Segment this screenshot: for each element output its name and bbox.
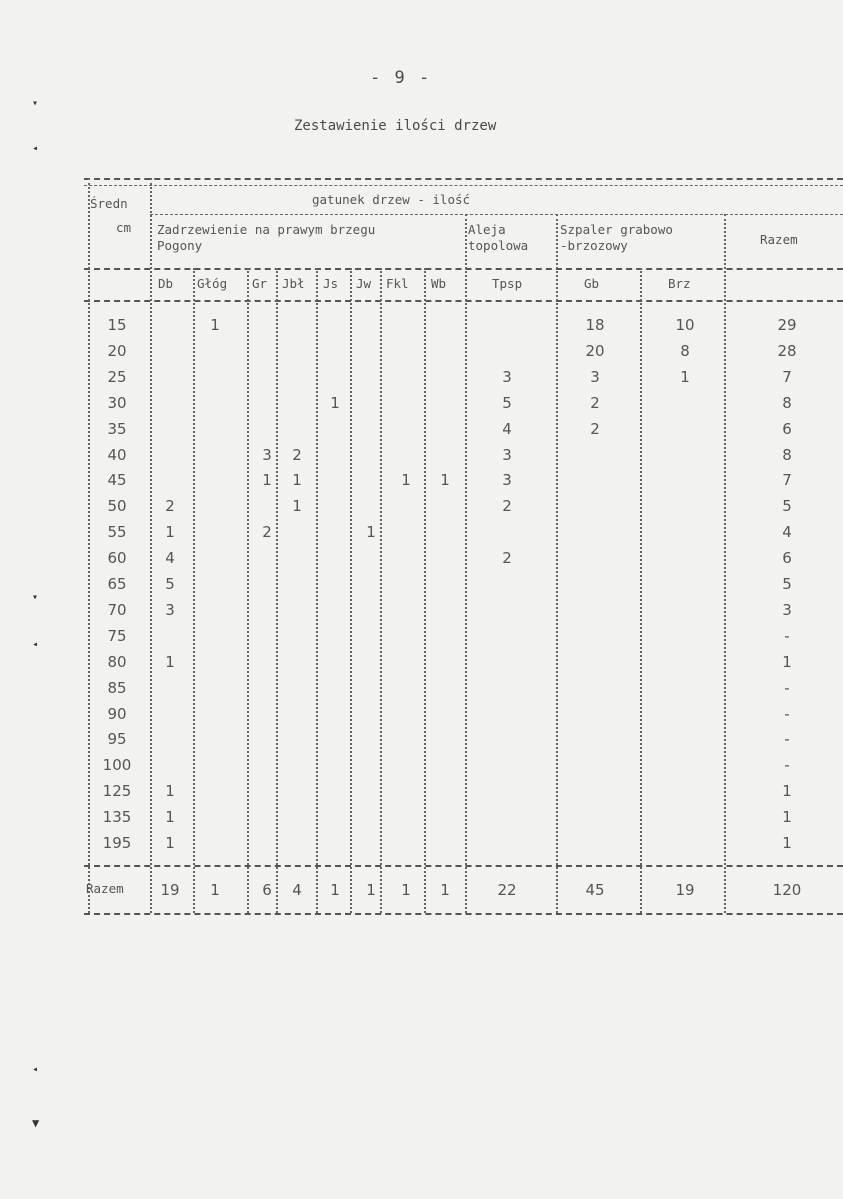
- razem-header: Razem: [760, 232, 798, 247]
- tpsp-cell: 2: [502, 549, 512, 567]
- razem-cell: -: [784, 730, 790, 748]
- column-header-jbl: Jbł: [282, 276, 305, 291]
- razem-cell: 5: [782, 575, 792, 593]
- column-divider: [724, 214, 726, 913]
- group-header-rule: [150, 214, 843, 215]
- column-header-glog: Głóg: [197, 276, 228, 291]
- total-js: 1: [330, 881, 340, 899]
- diameter-cell: 25: [107, 368, 127, 386]
- db-cell: 4: [165, 549, 175, 567]
- razem-cell: 6: [782, 549, 792, 567]
- diameter-cell: 100: [102, 756, 132, 774]
- diameter-cell: 45: [107, 471, 127, 489]
- brz-cell: 8: [680, 342, 690, 360]
- jbl-cell: 1: [292, 471, 302, 489]
- diameter-cell: 35: [107, 420, 127, 438]
- diameter-cell: 15: [107, 316, 127, 334]
- column-divider: [150, 178, 152, 913]
- razem-cell: 7: [782, 471, 792, 489]
- column-header-rule: [84, 268, 843, 270]
- column-divider: [424, 268, 426, 913]
- column-header-gb: Gb: [584, 276, 600, 291]
- razem-cell: -: [784, 627, 790, 645]
- column-header-gr: Gr: [252, 276, 268, 291]
- gr-cell: 1: [262, 471, 272, 489]
- total-tpsp: 22: [497, 881, 517, 899]
- razem-cell: 28: [777, 342, 797, 360]
- szpaler-header-line2: -brzozowy: [560, 238, 628, 253]
- table-top-rule: [84, 185, 843, 186]
- db-cell: 2: [165, 497, 175, 515]
- db-cell: 1: [165, 523, 175, 541]
- diameter-cell: 125: [102, 782, 132, 800]
- razem-cell: -: [784, 679, 790, 697]
- tpsp-cell: 3: [502, 471, 512, 489]
- gb-cell: 2: [590, 394, 600, 412]
- margin-mark: ◂: [32, 1064, 39, 1075]
- diameter-header: Średn: [90, 196, 128, 211]
- diameter-cell: 20: [107, 342, 127, 360]
- diameter-cell: 70: [107, 601, 127, 619]
- total-brz: 19: [675, 881, 695, 899]
- total-jbl: 4: [292, 881, 302, 899]
- column-divider: [316, 268, 318, 913]
- diameter-cell: 135: [102, 808, 132, 826]
- gb-cell: 2: [590, 420, 600, 438]
- column-header-js: Js: [323, 276, 339, 291]
- gb-cell: 20: [585, 342, 605, 360]
- margin-mark: ◂: [32, 143, 39, 154]
- jbl-cell: 1: [292, 497, 302, 515]
- gb-cell: 3: [590, 368, 600, 386]
- column-divider: [556, 214, 558, 913]
- column-header-bottom-rule: [84, 300, 843, 302]
- gb-cell: 18: [585, 316, 605, 334]
- diameter-cell: 60: [107, 549, 127, 567]
- column-header-tpsp: Tpsp: [492, 276, 523, 291]
- razem-cell: 5: [782, 497, 792, 515]
- diameter-unit-header: cm: [116, 220, 132, 235]
- db-cell: 1: [165, 808, 175, 826]
- total-top-rule: [84, 865, 843, 867]
- document-title: Zestawienie ilości drzew: [294, 118, 497, 134]
- margin-mark: ▾: [32, 98, 39, 109]
- tpsp-cell: 5: [502, 394, 512, 412]
- razem-cell: -: [784, 756, 790, 774]
- razem-cell: 1: [782, 808, 792, 826]
- razem-cell: 6: [782, 420, 792, 438]
- jbl-cell: 2: [292, 446, 302, 464]
- gr-cell: 2: [262, 523, 272, 541]
- diameter-cell: 50: [107, 497, 127, 515]
- js-cell: 1: [330, 394, 340, 412]
- diameter-cell: 75: [107, 627, 127, 645]
- column-divider: [350, 268, 352, 913]
- species-group-header: gatunek drzew - ilość: [312, 192, 471, 207]
- table-bottom-rule: [84, 913, 843, 915]
- total-glog: 1: [210, 881, 220, 899]
- db-cell: 1: [165, 834, 175, 852]
- column-header-fkl: Fkl: [386, 276, 409, 291]
- tpsp-cell: 3: [502, 446, 512, 464]
- aleja-header: Aleja: [468, 222, 506, 237]
- total-fkl: 1: [401, 881, 411, 899]
- fkl-cell: 1: [401, 471, 411, 489]
- total-jw: 1: [366, 881, 376, 899]
- total-wb: 1: [440, 881, 450, 899]
- column-header-jw: Jw: [356, 276, 372, 291]
- total-gr: 6: [262, 881, 272, 899]
- total-razem: 120: [772, 881, 802, 899]
- razem-cell: 8: [782, 446, 792, 464]
- diameter-cell: 65: [107, 575, 127, 593]
- table-top-rule: [84, 178, 843, 180]
- razem-cell: 1: [782, 782, 792, 800]
- margin-mark: ◂: [32, 639, 39, 650]
- column-header-brz: Brz: [668, 276, 691, 291]
- diameter-cell: 90: [107, 705, 127, 723]
- column-header-wb: Wb: [431, 276, 447, 291]
- diameter-cell: 95: [107, 730, 127, 748]
- tpsp-cell: 4: [502, 420, 512, 438]
- db-cell: 1: [165, 782, 175, 800]
- margin-mark: ▼: [32, 1116, 40, 1130]
- diameter-cell: 80: [107, 653, 127, 671]
- diameter-cell: 55: [107, 523, 127, 541]
- column-divider: [380, 268, 382, 913]
- diameter-cell: 40: [107, 446, 127, 464]
- diameter-cell: 195: [102, 834, 132, 852]
- column-divider: [465, 214, 467, 913]
- gr-cell: 3: [262, 446, 272, 464]
- column-divider: [247, 268, 249, 913]
- razem-cell: 1: [782, 834, 792, 852]
- tpsp-cell: 2: [502, 497, 512, 515]
- brz-cell: 1: [680, 368, 690, 386]
- razem-cell: 3: [782, 601, 792, 619]
- db-cell: 3: [165, 601, 175, 619]
- razem-cell: -: [784, 705, 790, 723]
- db-cell: 1: [165, 653, 175, 671]
- razem-cell: 4: [782, 523, 792, 541]
- glog-cell: 1: [210, 316, 220, 334]
- diameter-cell: 30: [107, 394, 127, 412]
- total-gb: 45: [585, 881, 605, 899]
- column-divider: [640, 268, 642, 913]
- column-header-db: Db: [158, 276, 174, 291]
- wb-cell: 1: [440, 471, 450, 489]
- db-cell: 5: [165, 575, 175, 593]
- total-label: Razem: [86, 881, 124, 896]
- razem-cell: 7: [782, 368, 792, 386]
- jw-cell: 1: [366, 523, 376, 541]
- szpaler-header: Szpaler grabowo: [560, 222, 673, 237]
- page-number: - 9 -: [370, 68, 432, 88]
- diameter-cell: 85: [107, 679, 127, 697]
- total-db: 19: [160, 881, 180, 899]
- column-divider: [276, 268, 278, 913]
- razem-cell: 1: [782, 653, 792, 671]
- column-divider: [193, 268, 195, 913]
- zadrzewienie-header: Zadrzewienie na prawym brzegu: [157, 222, 376, 237]
- tpsp-cell: 3: [502, 368, 512, 386]
- zadrzewienie-header-line2: Pogony: [157, 238, 203, 253]
- razem-cell: 8: [782, 394, 792, 412]
- margin-mark: ▾: [32, 592, 39, 603]
- razem-cell: 29: [777, 316, 797, 334]
- brz-cell: 10: [675, 316, 695, 334]
- aleja-header-line2: topolowa: [468, 238, 529, 253]
- column-divider: [88, 178, 90, 913]
